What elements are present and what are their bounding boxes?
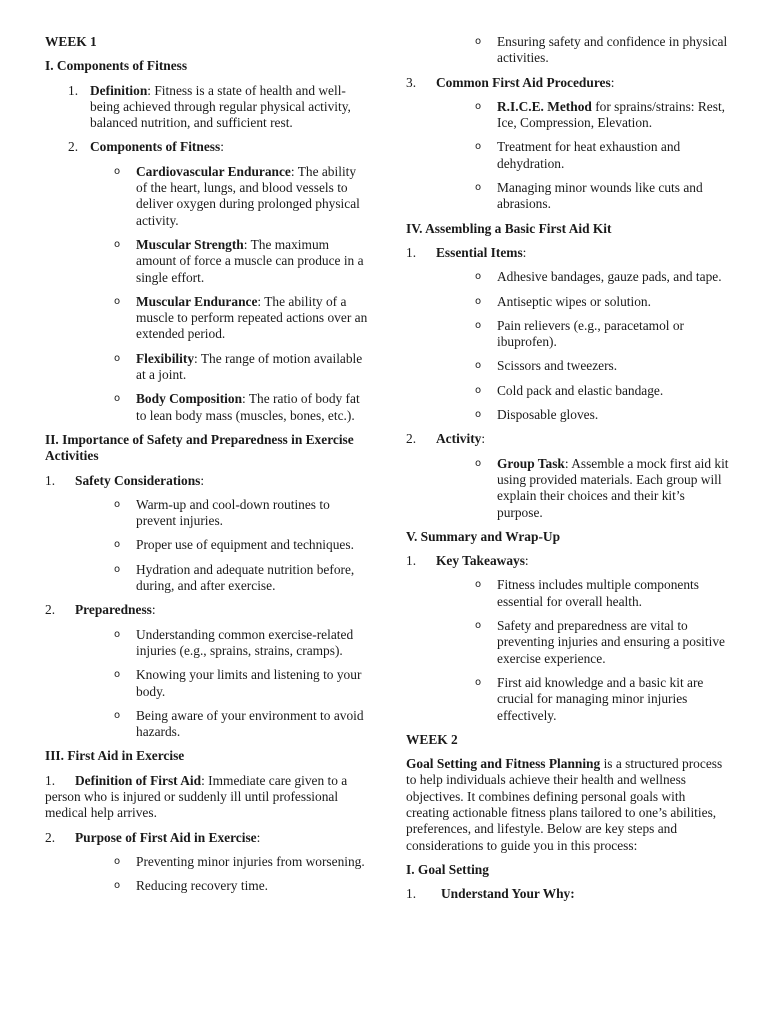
- bullet-text: Cold pack and elastic bandage.: [497, 382, 664, 398]
- bullet-icon: o: [475, 271, 482, 283]
- week-heading: WEEK 2: [406, 731, 458, 747]
- bullet-text: : The ratio of body fat to lean body mass (muscles, bones, etc.).: [136, 391, 360, 423]
- item-term: Safety Considerations: [75, 472, 201, 488]
- bullet-item: [45, 164, 370, 229]
- bullet-text: Pain relievers (e.g., paracetamol or ibuprofen).: [497, 317, 685, 350]
- numbered-item: [45, 139, 370, 155]
- bullet-text: Managing minor wounds like cuts and abrasions.: [497, 180, 703, 212]
- bullet-icon: o: [114, 352, 121, 364]
- bullet-term: Flexibility: [136, 350, 195, 366]
- bullet-text: First aid knowledge and a basic kit are crucial for managing minor injuries effectively.: [497, 674, 704, 723]
- bullet-term: Muscular Strength: [136, 236, 244, 252]
- item-term: Definition: [90, 82, 148, 98]
- bullet-term: R.I.C.E. Method: [497, 98, 592, 114]
- bullet-item: [45, 351, 370, 384]
- bullet-text: : The maximum amount of force a muscle can produce in a single effort.: [136, 236, 364, 285]
- bullet-text: Understanding common exercise-related injuries (e.g., sprains, strains, cramps).: [136, 626, 354, 658]
- item-text: :: [522, 244, 527, 260]
- section-heading: I. Goal Setting: [406, 861, 489, 877]
- intro-paragraph: [406, 756, 731, 854]
- bullet-text: Fitness includes multiple components essential for overall health.: [497, 577, 699, 609]
- bullet-item: [406, 34, 731, 67]
- bullet-text: : Assemble a mock first aid kit using provided materials. Each group will explain their choices and their kit’s purpose.: [497, 455, 729, 520]
- numbered-item: [406, 245, 731, 261]
- item-term: Key Takeaways: [436, 553, 525, 569]
- bullet-icon: o: [114, 563, 121, 575]
- numbered-item: [45, 830, 370, 846]
- bullet-item: [406, 618, 731, 667]
- bullet-text: Safety and preparedness are vital to preventing injuries and ensuring a positive exercise experience.: [497, 618, 725, 666]
- bullet-text: : The ability of a muscle to perform repeated actions over an extended period.: [136, 293, 368, 342]
- item-text: :: [220, 139, 224, 155]
- bullet-icon: o: [114, 295, 121, 307]
- bullet-item: [406, 294, 731, 310]
- numbered-item: [406, 75, 731, 91]
- bullet-icon: o: [114, 709, 121, 721]
- item-text: : Immediate care given to a person who is injured or suddenly ill until professional medical help arrives.: [45, 772, 348, 821]
- bullet-item: [406, 269, 731, 285]
- bullet-term: Muscular Endurance: [136, 293, 258, 309]
- week-heading: WEEK 1: [45, 34, 97, 49]
- bullet-icon: o: [475, 100, 482, 112]
- bullet-icon: o: [114, 498, 121, 510]
- item-term: Common First Aid Procedures: [436, 74, 611, 90]
- bullet-item: [406, 456, 731, 521]
- bullet-item: [45, 854, 370, 870]
- intro-term: Goal Setting and Fitness Planning: [406, 756, 601, 772]
- item-term: Preparedness: [75, 602, 152, 618]
- numbered-item: [406, 886, 731, 902]
- item-number: 2.: [406, 431, 417, 447]
- bullet-icon: o: [475, 319, 482, 331]
- bullet-icon: o: [114, 855, 121, 867]
- item-number: 1.: [406, 886, 417, 902]
- numbered-item: [45, 602, 370, 618]
- bullet-icon: o: [114, 393, 121, 405]
- bullet-item: [45, 537, 370, 553]
- bullet-item: [45, 391, 370, 424]
- item-term: Activity: [436, 431, 482, 447]
- item-number: 1.: [406, 244, 417, 260]
- numbered-item: [406, 431, 731, 447]
- bullet-text: Reducing recovery time.: [136, 878, 268, 894]
- intro-text: is a structured process to help individuals achieve their health and wellness objectives. It combines defining personal goals with creating actionable fitness plans tailored to one’s abilities, preferences, and lifestyle. Below are key steps and considerations to guide you in this process:: [406, 756, 723, 853]
- item-number: 1.: [45, 772, 56, 788]
- right-column: [406, 34, 731, 902]
- bullet-icon: o: [475, 457, 482, 469]
- bullet-icon: o: [475, 360, 482, 372]
- bullet-icon: o: [475, 579, 482, 591]
- section-heading: IV. Assembling a Basic First Aid Kit: [406, 220, 612, 236]
- item-number: 3.: [406, 74, 417, 90]
- bullet-text: for sprains/strains: Rest, Ice, Compression, Elevation.: [497, 98, 726, 131]
- bullet-term: Group Task: [497, 455, 565, 471]
- item-text: :: [151, 602, 156, 618]
- item-term: Components of Fitness: [90, 139, 221, 155]
- bullet-icon: o: [475, 676, 482, 688]
- bullet-text: Proper use of equipment and techniques.: [136, 537, 354, 553]
- bullet-text: : The ability of the heart, lungs, and blood vessels to deliver oxygen during prolonged physical activity.: [136, 163, 360, 228]
- item-text: :: [200, 472, 205, 488]
- bullet-item: [406, 139, 731, 172]
- left-column: [45, 34, 370, 894]
- bullet-text: : The range of motion available at a joint.: [136, 350, 363, 383]
- bullet-item: [45, 237, 370, 286]
- item-number: 1.: [45, 472, 56, 488]
- bullet-text: Adhesive bandages, gauze pads, and tape.: [497, 269, 722, 285]
- section-heading: V. Summary and Wrap-Up: [406, 528, 561, 544]
- bullet-item: [45, 708, 370, 741]
- item-term: Understand Your Why:: [441, 886, 575, 902]
- bullet-text: Hydration and adequate nutrition before, during, and after exercise.: [136, 561, 355, 594]
- bullet-icon: o: [114, 165, 121, 177]
- numbered-item: [406, 553, 731, 569]
- numbered-item: [45, 473, 370, 489]
- bullet-item: [45, 627, 370, 660]
- numbered-item: [45, 773, 370, 822]
- item-term: Purpose of First Aid in Exercise: [75, 829, 257, 845]
- item-text: :: [256, 829, 261, 845]
- bullet-item: [406, 318, 731, 351]
- bullet-text: Treatment for heat exhaustion and dehydration.: [497, 139, 681, 171]
- item-number: 2.: [68, 139, 79, 155]
- bullet-item: [45, 294, 370, 343]
- bullet-item: [406, 383, 731, 399]
- bullet-icon: o: [114, 539, 121, 551]
- numbered-item: [45, 83, 370, 132]
- bullet-icon: o: [475, 409, 482, 421]
- bullet-icon: o: [114, 880, 121, 892]
- bullet-text: Warm-up and cool-down routines to prevent injuries.: [136, 496, 330, 529]
- section-heading: II. Importance of Safety and Preparedness in Exercise Activities: [45, 431, 354, 464]
- bullet-icon: o: [114, 628, 121, 640]
- bullet-icon: o: [475, 182, 482, 194]
- bullet-icon: o: [475, 295, 482, 307]
- bullet-item: [45, 667, 370, 700]
- bullet-item: [45, 497, 370, 530]
- item-text: : Fitness is a state of health and well-being achieved through regular physical activity, balanced nutrition, and sufficient rest.: [90, 82, 351, 131]
- bullet-item: [45, 878, 370, 894]
- item-number: 1.: [406, 553, 417, 569]
- bullet-icon: o: [114, 238, 121, 250]
- bullet-icon: o: [475, 620, 482, 632]
- item-text: :: [524, 553, 529, 569]
- item-term: Definition of First Aid: [75, 772, 202, 788]
- bullet-term: Body Composition: [136, 391, 243, 407]
- item-number: 2.: [45, 829, 56, 845]
- bullet-text: Preventing minor injuries from worsening.: [136, 853, 365, 869]
- bullet-item: [406, 180, 731, 213]
- section-heading: I. Components of Fitness: [45, 58, 188, 74]
- item-number: 2.: [45, 602, 56, 618]
- bullet-item: [406, 99, 731, 132]
- bullet-text: Antiseptic wipes or solution.: [497, 293, 651, 309]
- bullet-item: [406, 675, 731, 724]
- item-text: :: [610, 74, 615, 90]
- item-term: Essential Items: [436, 244, 523, 260]
- bullet-item: [406, 358, 731, 374]
- bullet-icon: o: [475, 36, 482, 47]
- bullet-item: [406, 577, 731, 610]
- bullet-icon: o: [475, 141, 482, 153]
- item-text: :: [481, 431, 486, 447]
- bullet-text: Ensuring safety and confidence in physical activities.: [497, 34, 728, 66]
- bullet-text: Being aware of your environment to avoid hazards.: [136, 707, 364, 740]
- bullet-text: Disposable gloves.: [497, 407, 599, 423]
- bullet-item: [45, 562, 370, 595]
- item-number: 1.: [68, 82, 79, 98]
- bullet-item: [406, 407, 731, 423]
- bullet-icon: o: [475, 384, 482, 396]
- bullet-term: Cardiovascular Endurance: [136, 163, 291, 179]
- bullet-text: Scissors and tweezers.: [497, 358, 618, 374]
- section-heading: III. First Aid in Exercise: [45, 748, 185, 764]
- bullet-text: Knowing your limits and listening to your body.: [136, 667, 362, 699]
- bullet-icon: o: [114, 669, 121, 681]
